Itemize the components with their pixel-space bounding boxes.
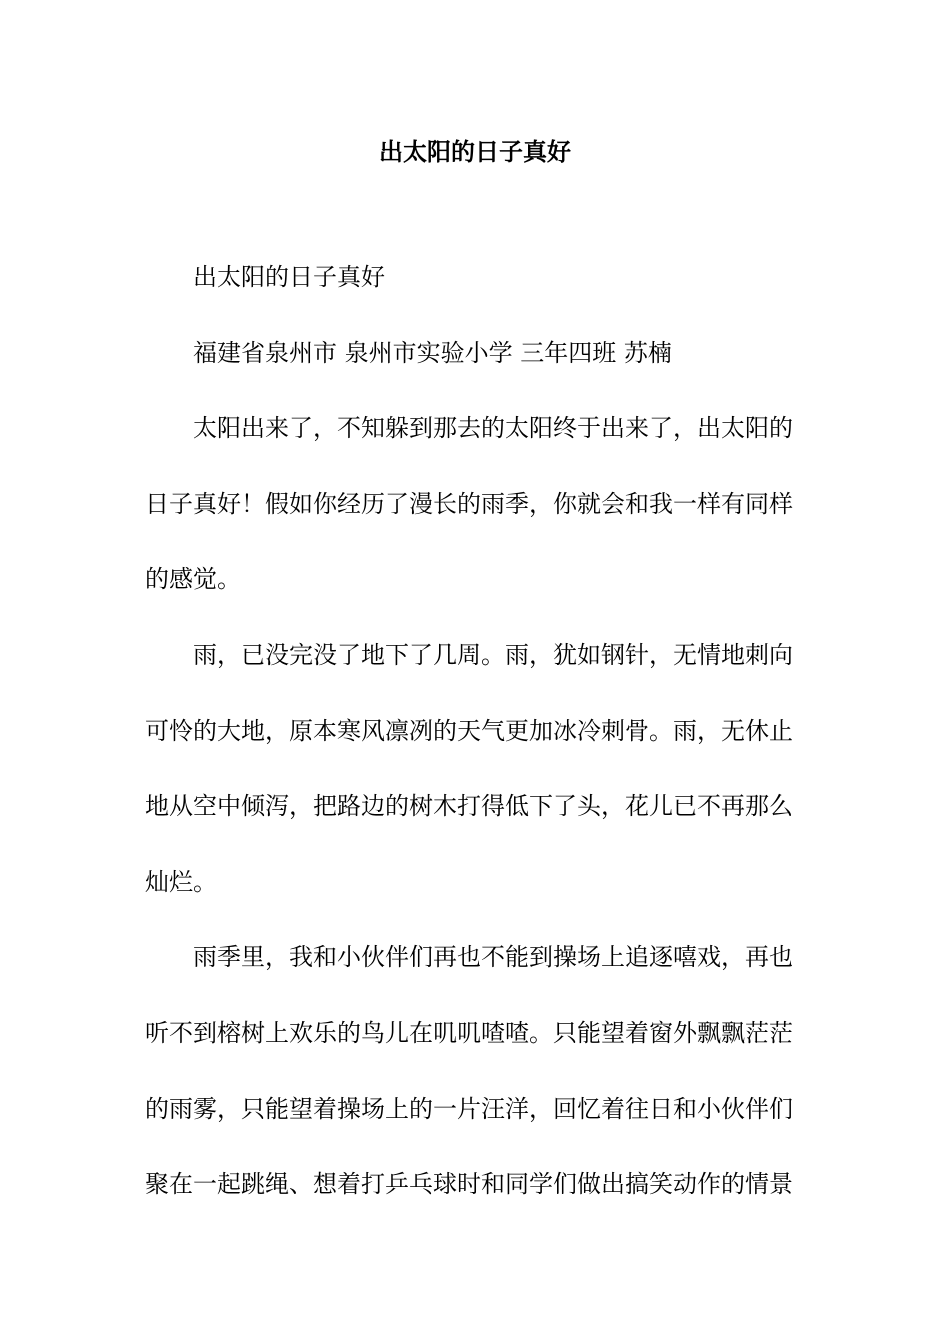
paragraph-3-line-1: 雨季里，我和小伙伴们再也不能到操场上追逐嘻戏，再也 [193,943,793,972]
paragraph-2-line-4: 灿烂。 [145,867,217,896]
subtitle-line: 出太阳的日子真好 [193,263,385,291]
document-body [145,258,805,1241]
paragraph-2-line-2: 可怜的大地，原本寒风凛冽的天气更加冰冷刺骨。雨，无休止 [145,716,793,745]
paragraph-1-line-3: 的感觉。 [145,565,241,594]
paragraph-2-line-1: 雨，已没完没了地下了几周。雨，犹如钢针，无情地刺向 [193,640,793,669]
paragraph-3-line-4: 聚在一起跳绳、想着打乒乓球时和同学们做出搞笑动作的情景 [145,1170,793,1199]
paragraph-2-line-3: 地从空中倾泻，把路边的树木打得低下了头，花儿已不再那么 [145,792,793,821]
paragraph-3-line-3: 的雨雾，只能望着操场上的一片汪洋，回忆着往日和小伙伴们 [145,1094,793,1123]
document-title: 出太阳的日子真好 [379,137,571,166]
paragraph-1-line-1: 太阳出来了，不知躲到那去的太阳终于出来了，出太阳的 [193,414,793,443]
paragraph-3-line-2: 听不到榕树上欢乐的鸟儿在叽叽喳喳。只能望着窗外飘飘茫茫 [145,1018,793,1047]
author-line: 福建省泉州市 泉州市实验小学 三年四班 苏楠 [193,338,672,367]
paragraph-1-line-2: 日子真好！假如你经历了漫长的雨季，你就会和我一样有同样 [145,489,793,518]
